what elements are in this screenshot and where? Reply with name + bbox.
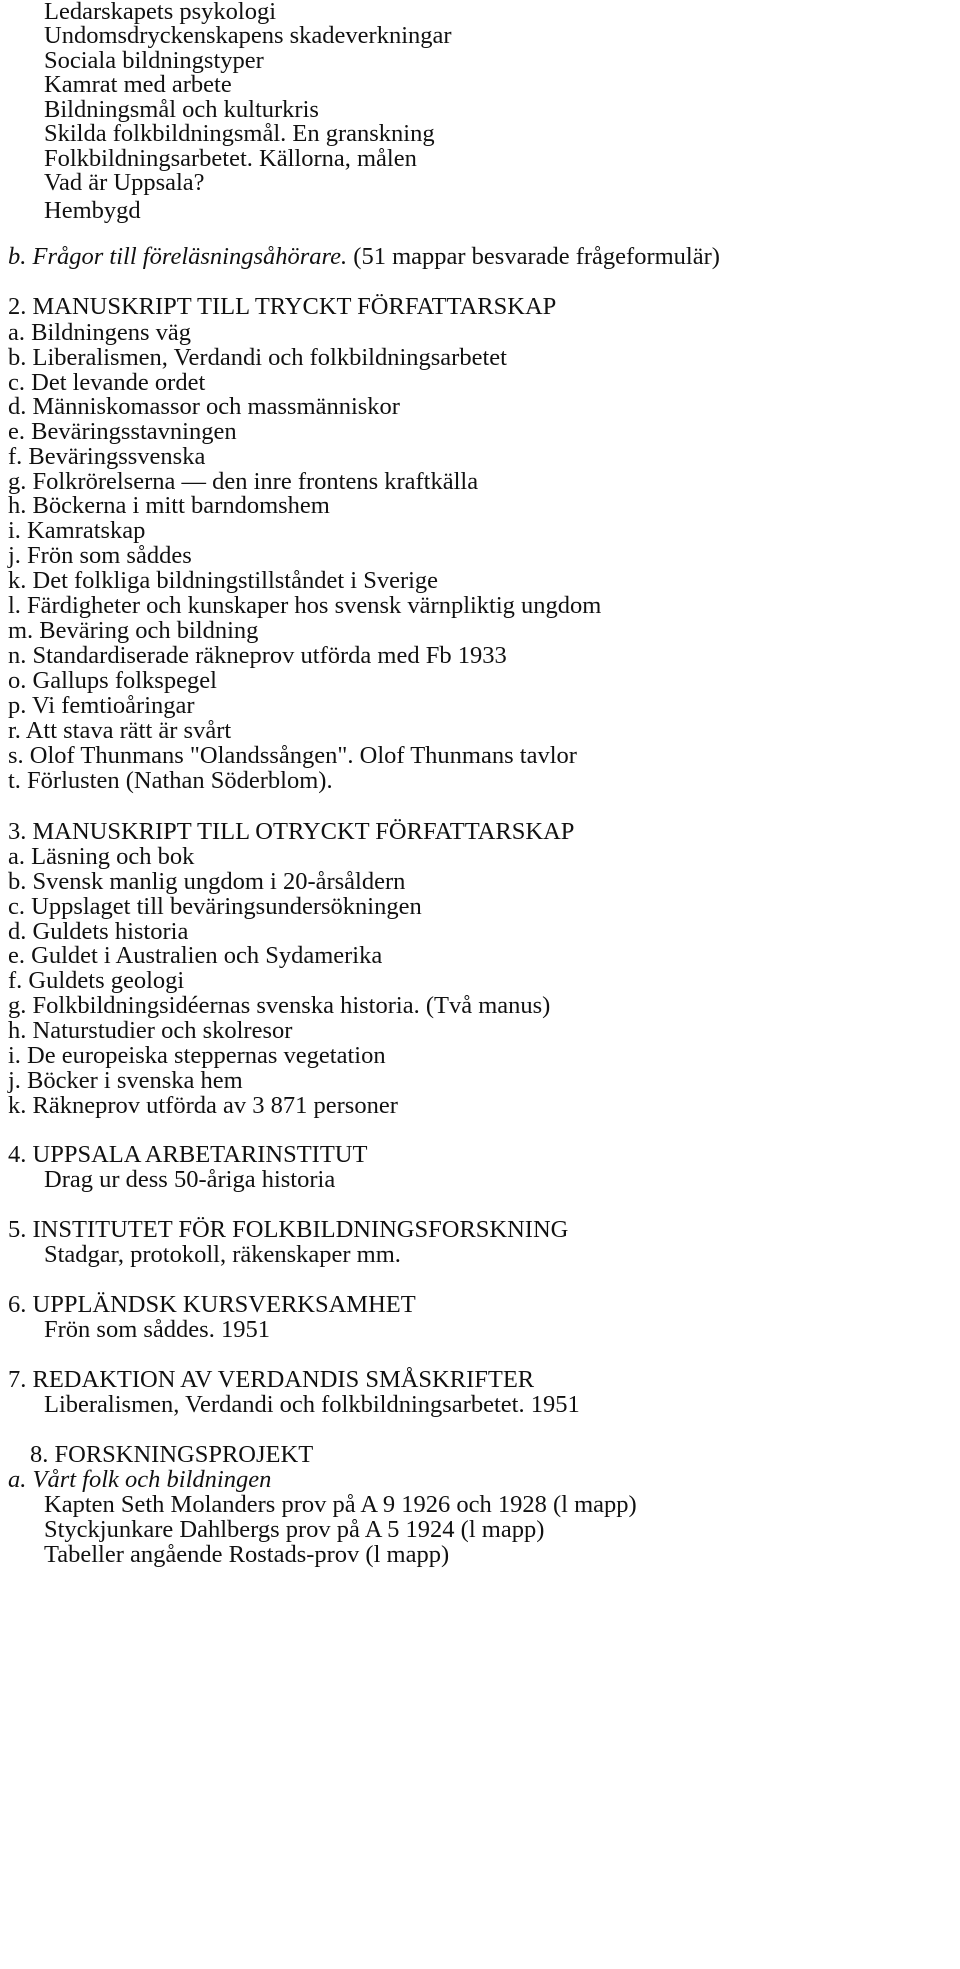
list-item: Sociala bildningstyper	[44, 47, 264, 74]
list-item: n. Standardiserade räkneprov utförda med Fb 1933	[8, 642, 507, 669]
list-item: r. Att stava rätt är svårt	[8, 717, 232, 744]
list-item: f. Beväringssvenska	[8, 443, 206, 470]
list-item: g. Folkbildningsidéernas svenska historia. (Två manus)	[8, 992, 551, 1019]
section-subline: Stadgar, protokoll, räkenskaper mm.	[44, 1241, 401, 1268]
list-item: Tabeller angående Rostads-prov (l mapp)	[44, 1541, 450, 1568]
list-item: b. Liberalismen, Verdandi och folkbildningsarbetet	[8, 344, 507, 371]
list-item: j. Frön som såddes	[8, 542, 192, 569]
list-item: Skilda folkbildningsmål. En granskning	[44, 120, 435, 147]
list-item: Bildningsmål och kulturkris	[44, 96, 319, 123]
section-subline: Liberalismen, Verdandi och folkbildningsarbetet. 1951	[44, 1391, 580, 1418]
list-item: e. Guldet i Australien och Sydamerika	[8, 942, 383, 969]
section-heading: 7. REDAKTION AV VERDANDIS SMÅSKRIFTER	[8, 1366, 535, 1393]
section-heading: 3. MANUSKRIPT TILL OTRYCKT FÖRFATTARSKAP	[8, 818, 575, 845]
list-item: d. Guldets historia	[8, 918, 189, 945]
list-item: k. Det folkliga bildningstillståndet i Sverige	[8, 567, 439, 594]
list-item: p. Vi femtioåringar	[8, 692, 195, 719]
list-item: b. Svensk manlig ungdom i 20-årsåldern	[8, 868, 406, 895]
list-item: Folkbildningsarbetet. Källorna, målen	[44, 145, 417, 172]
section-subheading: a. Vårt folk och bildningen	[8, 1466, 272, 1493]
section-b-letter: b.	[8, 243, 27, 270]
list-item: Kamrat med arbete	[44, 71, 232, 98]
section-heading: 2. MANUSKRIPT TILL TRYCKT FÖRFATTARSKAP	[8, 293, 557, 320]
list-item: Kapten Seth Molanders prov på A 9 1926 och 1928 (l mapp)	[44, 1491, 637, 1518]
section-b-note: (51 mappar besvarade frågeformulär)	[353, 243, 720, 270]
section-b-title: Frågor till föreläsningsåhörare.	[32, 243, 348, 270]
list-item: f. Guldets geologi	[8, 967, 185, 994]
list-item: c. Uppslaget till beväringsundersökningen	[8, 893, 422, 920]
section-subline: Drag ur dess 50-åriga historia	[44, 1166, 336, 1193]
section-heading: 8. FORSKNINGSPROJEKT	[30, 1441, 314, 1468]
section-subline: Frön som såddes. 1951	[44, 1316, 270, 1343]
section-heading: 6. UPPLÄNDSK KURSVERKSAMHET	[8, 1291, 416, 1318]
list-item: t. Förlusten (Nathan Söderblom).	[8, 767, 333, 794]
list-item: a. Läsning och bok	[8, 843, 195, 870]
list-item: o. Gallups folkspegel	[8, 667, 217, 694]
list-item: h. Böckerna i mitt barndomshem	[8, 492, 330, 519]
list-item: i. Kamratskap	[8, 517, 146, 544]
list-item: e. Beväringsstavningen	[8, 418, 237, 445]
list-item: k. Räkneprov utförda av 3 871 personer	[8, 1092, 398, 1119]
list-item: m. Beväring och bildning	[8, 617, 259, 644]
section-b-line	[8, 242, 720, 272]
list-item: s. Olof Thunmans "Olandssången". Olof Thunmans tavlor	[8, 742, 577, 769]
list-item: Styckjunkare Dahlbergs prov på A 5 1924 (l mapp)	[44, 1516, 545, 1543]
list-item: i. De europeiska steppernas vegetation	[8, 1042, 386, 1069]
list-item: c. Det levande ordet	[8, 369, 206, 396]
section-heading: 5. INSTITUTET FÖR FOLKBILDNINGSFORSKNING	[8, 1216, 569, 1243]
list-item: a. Bildningens väg	[8, 319, 192, 346]
list-item: Vad är Uppsala?	[44, 169, 205, 196]
list-item: Undomsdryckenskapens skadeverkningar	[44, 22, 452, 49]
list-item: Hembygd	[44, 197, 141, 224]
list-item: j. Böcker i svenska hem	[8, 1067, 243, 1094]
list-item: l. Färdigheter och kunskaper hos svensk värnpliktig ungdom	[8, 592, 602, 619]
list-item: g. Folkrörelserna — den inre frontens kraftkälla	[8, 468, 479, 495]
list-item: d. Människomassor och massmänniskor	[8, 393, 400, 420]
list-item: Ledarskapets psykologi	[44, 0, 277, 25]
section-heading: 4. UPPSALA ARBETARINSTITUT	[8, 1141, 368, 1168]
list-item: h. Naturstudier och skolresor	[8, 1017, 293, 1044]
